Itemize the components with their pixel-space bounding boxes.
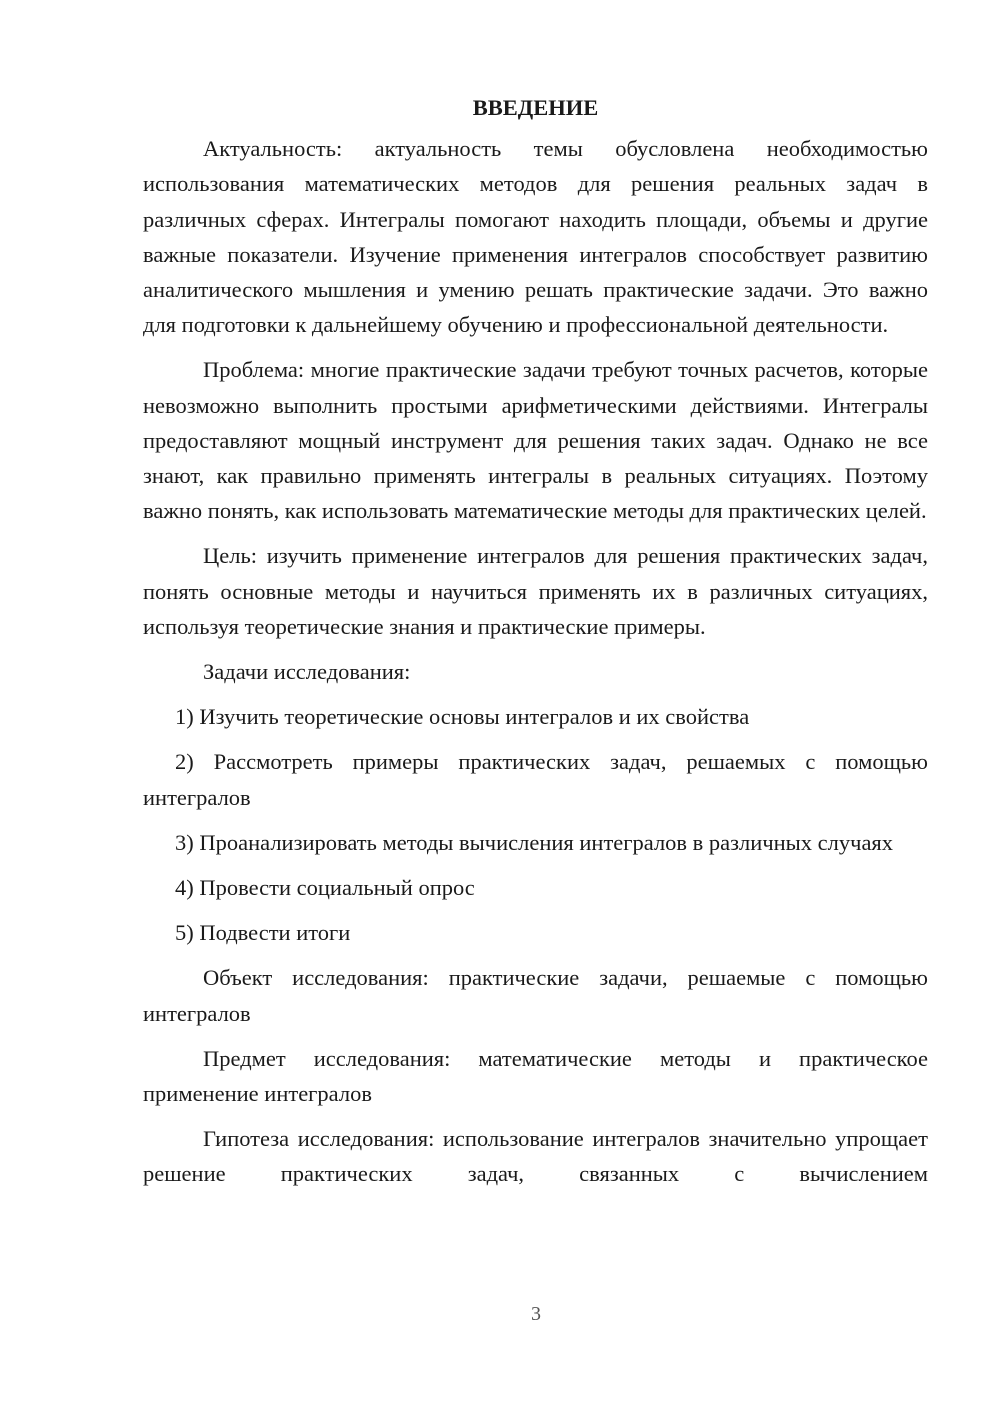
task-item-1: 1) Изучить теоретические основы интегралов и их свойства: [175, 704, 750, 730]
tasks-heading: Задачи исследования:: [203, 659, 411, 685]
goal-paragraph: Цель: изучить применение интегралов для решения практических задач, понять основные методы и научиться применять их в различных ситуациях, используя теоретические знания и практические примеры.: [143, 543, 928, 639]
task-item-2: 2) Рассмотреть примеры практических задач, решаемых с помощью интегралов: [143, 749, 928, 810]
task-item-5: 5) Подвести итоги: [175, 920, 351, 946]
page-number: 3: [531, 1303, 541, 1325]
problem-paragraph: Проблема: многие практические задачи требуют точных расчетов, которые невозможно выполнить простыми арифметическими действиями. Интегралы предоставляют мощный инструмент для решения таких задач. Однако не все знают, как правильно применять интегралы в реальных ситуациях. Поэтому важно понять, как использовать математические методы для практических целей.: [143, 357, 928, 524]
subject-paragraph: Предмет исследования: математические методы и практическое применение интегралов: [143, 1045, 928, 1107]
document-page: [143, 90, 928, 1202]
task-item-3: 3) Проанализировать методы вычисления интегралов в различных случаях: [175, 829, 894, 855]
task-item-4: 4) Провести социальный опрос: [175, 875, 475, 901]
section-title: ВВЕДЕНИЕ: [472, 95, 599, 120]
hypothesis-paragraph: Гипотеза исследования: использование интегралов значительно упрощает решение практических задач, связанных с вычислением: [143, 1126, 928, 1187]
object-paragraph: Объект исследования: практические задачи, решаемые с помощью интегралов: [143, 965, 928, 1026]
relevance-paragraph: Актуальность: актуальность темы обусловлена необходимостью использования математических методов для решения реальных задач в различных сферах. Интегралы помогают находить площади, объемы и другие важные показатели. Изучение применения интегралов способствует развитию аналитического мышления и умению решать практические задачи. Это важно для подготовки к дальнейшему обучению и профессиональной деятельности.: [143, 136, 928, 338]
